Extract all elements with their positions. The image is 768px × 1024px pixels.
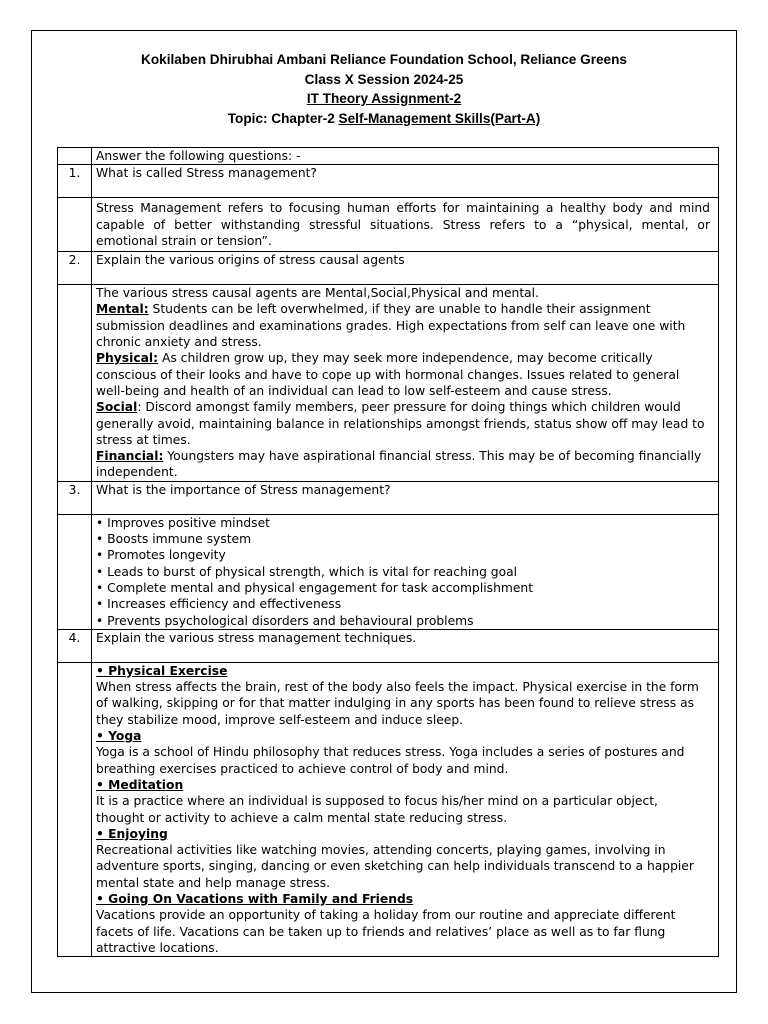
physical-text: As children grow up, they may seek more independence, may become critically conscious of their looks and have to cope up with hormonal changes. Issues related to general well-being and health of an individual can lead to low self-esteem and cause stress. <box>96 351 680 398</box>
technique-title: • Enjoying <box>96 826 168 841</box>
empty-cell <box>58 514 92 629</box>
social-text: : Discord amongst family members, peer pressure for doing things which children would generally avoid, maintaining balance in relationships amongst friends, status show off may lead to stress at times. <box>96 400 705 447</box>
q3-row <box>58 481 719 514</box>
social-paragraph <box>96 399 710 448</box>
q4-number: 4. <box>58 629 92 662</box>
financial-label: Financial: <box>96 449 164 464</box>
school-name: Kokilaben Dhirubhai Ambani Reliance Foundation School, Reliance Greens <box>141 52 627 67</box>
q4-answer-row <box>58 662 719 956</box>
physical-paragraph <box>96 350 710 399</box>
q3-answer <box>92 514 719 629</box>
mental-label: Mental: <box>96 302 149 317</box>
technique-title: • Going On Vacations with Family and Friends <box>96 891 414 906</box>
financial-paragraph <box>96 448 710 481</box>
q2-question: Explain the various origins of stress causal agents <box>92 252 719 285</box>
social-label: Social <box>96 400 138 415</box>
list-item: • Boosts immune system <box>96 531 710 547</box>
q1-number: 1. <box>58 165 92 198</box>
q2-answer <box>92 285 719 482</box>
topic-prefix: Topic: Chapter-2 <box>227 110 339 126</box>
instructions: Answer the following questions: - <box>92 148 719 165</box>
technique-text: Vacations provide an opportunity of taking a holiday from our routine and appreciate different facets of life. Vacations can be taken up to friends and relatives’ place as well as to far flung attractive locations. <box>96 908 676 955</box>
qa-table <box>57 147 719 957</box>
q3-number: 3. <box>58 481 92 514</box>
q1-row <box>58 165 719 198</box>
list-item: • Complete mental and physical engagement for task accomplishment <box>96 580 710 596</box>
q2-number: 2. <box>58 252 92 285</box>
mental-text: Students can be left overwhelmed, if they are unable to handle their assignment submission deadlines and examinations grades. High expectations from self can leave one with chronic anxiety and stress. <box>96 302 686 350</box>
empty-cell <box>58 198 92 252</box>
technique-title: • Meditation <box>96 777 184 792</box>
q3-answer-row <box>58 514 719 629</box>
list-item: • Improves positive mindset <box>96 515 710 531</box>
instructions-row <box>58 148 719 165</box>
q1-answer: Stress Management refers to focusing human efforts for maintaining a healthy body and mind capable of better withstanding stressful situations. Stress refers to a “physical, mental, or emotional strain or tension”. <box>92 198 719 252</box>
technique-text: When stress affects the brain, rest of the body also feels the impact. Physical exercise in the form of walking, skipping or for that matter indulging in any sports has been found to relieve stress as they stabilize mood, improve self-esteem and induce sleep. <box>96 680 699 727</box>
physical-label: Physical: <box>96 351 159 366</box>
financial-text: Youngsters may have aspirational financial stress. This may be of becoming financially independent. <box>96 449 702 480</box>
technique-text: It is a practice where an individual is supposed to focus his/her mind on a particular object, thought or activity to achieve a calm mental state reducing stress. <box>96 794 658 825</box>
technique-title: • Yoga <box>96 729 142 744</box>
q2-answer-row <box>58 285 719 482</box>
empty-cell <box>58 148 92 165</box>
class-session: Class X Session 2024-25 <box>304 71 464 87</box>
list-item: • Promotes longevity <box>96 547 710 563</box>
technique-text: Yoga is a school of Hindu philosophy that reduces stress. Yoga includes a series of postures and breathing exercises practiced to achieve control of body and mind. <box>96 745 685 776</box>
technique-text: Recreational activities like watching movies, attending concerts, playing games, involving in adventure sports, singing, dancing or even sketching can help individuals transcend to a happier mental state and help manage stress. <box>96 843 694 890</box>
mental-paragraph <box>96 301 710 350</box>
empty-cell <box>58 662 92 956</box>
empty-cell <box>58 285 92 482</box>
list-item: • Increases efficiency and effectiveness <box>96 596 710 612</box>
q4-question: Explain the various stress management techniques. <box>92 629 719 662</box>
q1-answer-row <box>58 198 719 252</box>
document-header <box>31 50 737 128</box>
q3-question: What is the importance of Stress management? <box>92 481 719 514</box>
assignment-title: IT Theory Assignment-2 <box>306 91 462 106</box>
topic-line <box>31 109 737 129</box>
q2-row <box>58 252 719 285</box>
list-item: • Prevents psychological disorders and behavioural problems <box>96 613 710 629</box>
technique-title: • Physical Exercise <box>96 663 228 678</box>
list-item: • Leads to burst of physical strength, which is vital for reaching goal <box>96 564 710 580</box>
importance-list <box>96 515 710 629</box>
q4-answer <box>92 662 719 956</box>
q2-intro: The various stress causal agents are Mental,Social,Physical and mental. <box>96 286 539 301</box>
topic-name: Self-Management Skills(Part-A) <box>338 110 541 126</box>
q1-question: What is called Stress management? <box>92 165 719 198</box>
q4-row <box>58 629 719 662</box>
